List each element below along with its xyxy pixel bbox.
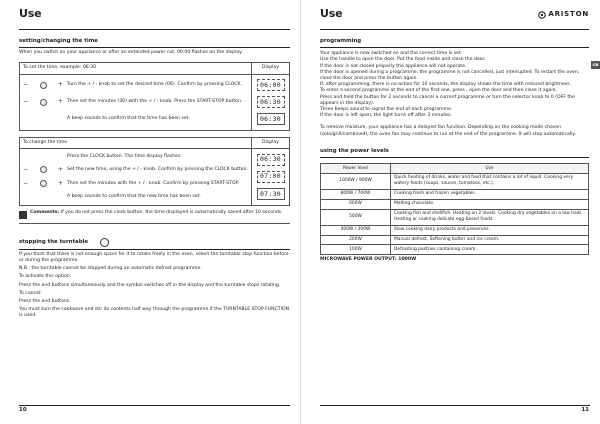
change-step-text: Then set the minutes with the + / - knob. Confirm by pressing START-STOP. (67, 180, 240, 186)
power-levels-title: using the power levels (320, 148, 589, 158)
comment-icon (19, 211, 27, 219)
change-step (23, 151, 248, 163)
display-readout: 06:30 (257, 96, 285, 108)
cell-level: 500W (321, 209, 391, 225)
set-time-box (19, 62, 290, 130)
programming-line: To enter a second programme at the end of the first one, press , open the door and then close it again. (320, 88, 558, 94)
right-header (320, 0, 589, 30)
set-step-text: Turn the + / - knob to set the desired time (06). Confirm by pressing CLOCK. (67, 82, 242, 88)
programming-line: If the door is opened during a programme, the programme is not cancelled, just interrupted. To restart the oven, close the door and press the button again. (320, 69, 580, 82)
cell-use: Melting chocolate. (391, 199, 589, 209)
change-time-heading: To change the time (23, 139, 68, 145)
turntable-p4: Press the and buttons simultaneously and the symbol switches off in the display and the turntable stops rotating. (19, 282, 281, 288)
programming-line: If the door is not closed properly the appliance will not operate. (320, 63, 467, 69)
cell-level: 100W (321, 245, 391, 255)
brand-name: ARISTON (548, 9, 589, 18)
brand-logo (538, 10, 589, 19)
cell-use: Cooking fish and shellfish. Heating on 2 levels. Cooking dry vegetables on a low heat. Heating or cooking delicate egg-based foods. (391, 209, 589, 225)
programming-line: If the door is left open, the light turns off after 3 minutes. (320, 113, 452, 119)
left-header-title: Use (19, 7, 42, 21)
cell-level: 1000W / 900W (321, 173, 391, 189)
left-header (19, 0, 290, 30)
cell-level: 200W (321, 235, 391, 245)
table-row (321, 245, 589, 255)
knob-control-icon: − + (23, 98, 63, 106)
right-header-title: Use (320, 7, 343, 21)
cell-use: Cooking fresh and frozen vegetables. (391, 189, 589, 199)
turntable-icon (100, 238, 109, 247)
turntable-p5: To cancel: (19, 290, 42, 296)
col-use: Use (391, 164, 589, 174)
set-step-text: Then set the minutes (30) with the + / - knob. Press the START-STOP button. (67, 99, 243, 105)
setting-intro: When you switch on your appliance or after an extended power cut, 00:00 flashes on the display. (19, 50, 243, 56)
cell-use: Slow cooking dairy products and preserves. (391, 225, 589, 235)
left-page-number: 10 (19, 406, 27, 413)
power-levels-table (320, 163, 589, 255)
turntable-p1: If you think that there is not enough space for it to rotate freely in the oven, select the turntable stop function before or during the programme. (19, 251, 289, 264)
turntable-p2: N.B.: the turntable cannot be stopped during an automatic defrost programme. (19, 266, 202, 272)
change-step-text: A beep sounds to confirm that the new time has been set. (67, 193, 201, 199)
table-row (321, 235, 589, 245)
programming-line: Three beeps sound to signal the end of each programme. (320, 106, 453, 112)
set-step-text: A beep sounds to confirm that the time has been set. (67, 116, 190, 122)
cell-level: 600W (321, 199, 391, 209)
knob-control-icon: − + (23, 179, 63, 187)
left-footer-rule (19, 405, 290, 407)
comments-note (19, 210, 290, 224)
set-step (23, 111, 248, 128)
programming-line: Press and hold the button for 2 seconds to cancel a current programme or turn the selector knob to 0 (OFF the appears in the display). (320, 94, 575, 106)
change-step (23, 163, 248, 177)
cell-level: 400W / 300W (321, 225, 391, 235)
comments-text: If you do not press the clock button, the time displayed is automatically saved after 10 seconds. (60, 209, 283, 215)
table-header-row (321, 164, 589, 174)
change-time-box (19, 137, 290, 206)
power-output-note: MICROWAVE POWER OUTPUT: 1000W (320, 257, 417, 263)
display-heading: Display (251, 138, 289, 148)
right-footer-rule (320, 405, 590, 407)
turntable-title: stopping the turntable (19, 238, 89, 245)
display-readout: 06:00 (257, 79, 285, 91)
fan-note: To remove moisture, your appliance has a delayed fan function. Depending on the cooking mode chosen (solo/grill/combined), the oven fan may continue to run at the end of the programme. It will stop automatically. (320, 125, 576, 137)
right-page (300, 0, 600, 424)
change-step (23, 191, 248, 203)
cell-level: 800W / 700W (321, 189, 391, 199)
turntable-p3: To activate this option: (19, 274, 72, 280)
display-readout: 07:00 (257, 171, 285, 183)
table-row (321, 209, 589, 225)
cell-use: Manual defrost. Softening butter and ice cream. (391, 235, 589, 245)
table-row (321, 225, 589, 235)
table-row (321, 199, 589, 209)
comments-label: Comments: (30, 209, 60, 215)
programming-line: Use the handle to open the door. Put the food inside and close the door. (320, 57, 486, 63)
knob-control-icon: − + (23, 81, 63, 89)
display-readout: 06:30 (257, 154, 285, 166)
turntable-p7: You must turn the cookware and stir its contents half way through the programme if the TURNTABLE STOP FUNCTION is used. (19, 307, 290, 319)
right-page-number: 11 (581, 406, 589, 413)
set-time-heading: To set the time, example: 06:30 (23, 65, 97, 71)
language-tab: GB (592, 62, 599, 68)
brand-logo-icon (538, 11, 546, 19)
set-step (23, 94, 248, 111)
programming-line: If, after programming, there is no action for 10 seconds, the display shows the time with reduced brightness. (320, 82, 572, 88)
display-readout: 06:30 (257, 113, 285, 125)
programming-title: programming (320, 38, 589, 48)
setting-time-title: setting/changing the time (19, 38, 290, 48)
col-power-level: Power level (321, 164, 391, 174)
display-readout: 07:30 (257, 188, 285, 200)
table-row (321, 189, 589, 199)
display-heading: Display (251, 63, 289, 73)
turntable-p6: Press the and buttons. (19, 298, 71, 304)
cell-use: Defrosting pastries containing cream. (391, 245, 589, 255)
turntable-title-row (19, 238, 290, 250)
change-step-text: Set the new time, using the + / - knob. Confirm by pressing the CLOCK button. (67, 166, 248, 172)
change-step-text: Press the CLOCK button. The time display flashes. (67, 153, 182, 159)
programming-line: Your appliance is now switched on and the correct time is set. (320, 51, 463, 57)
set-step (23, 77, 248, 94)
cell-use: Quick heating of drinks, water and food that contains a lot of liquid. Cooking very watery foods (soups, sauces, tomatoes, etc.). (391, 173, 589, 189)
knob-control-icon: − + (23, 165, 63, 173)
change-step (23, 177, 248, 191)
programming-body (320, 51, 589, 119)
table-row (321, 173, 589, 189)
